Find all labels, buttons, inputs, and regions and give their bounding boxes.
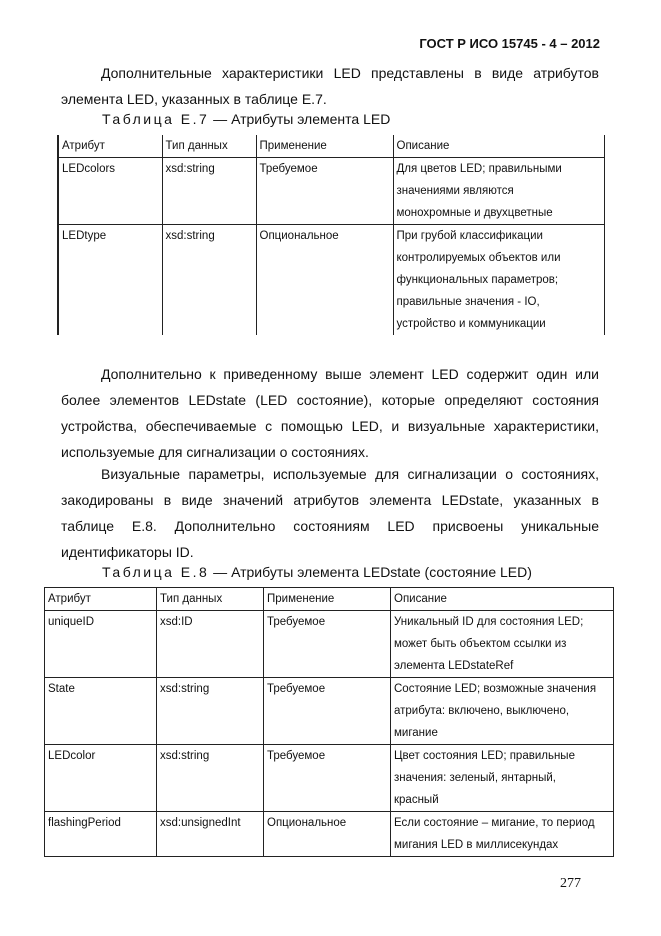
col-header-usage: Применение xyxy=(256,135,393,158)
col-header-type: Тип данных xyxy=(162,135,256,158)
desc-line: правильные значения - IO, xyxy=(396,296,540,308)
cell-usage: Требуемое xyxy=(264,678,391,745)
col-header-description: Описание xyxy=(391,588,614,611)
desc-line: устройство и коммуникации xyxy=(396,318,546,330)
cell-type: xsd:string xyxy=(157,745,264,812)
table2-caption xyxy=(102,564,532,580)
col-header-description: Описание xyxy=(393,135,605,158)
paragraph-visual-params: Визуальные параметры, используемые для сигнализации о состояниях, закодированы в виде значений атрибутов элемента LEDstate, указанных в таблице Е.8. Дополнительно состояниям LED присвоены уникальные идентификаторы ID. xyxy=(61,466,599,560)
cell-description xyxy=(393,225,605,336)
desc-line: Уникальный ID для состояния LED; xyxy=(394,616,584,628)
document-header: ГОСТ Р ИСО 15745 - 4 – 2012 xyxy=(419,36,600,51)
desc-line: мигание xyxy=(394,727,438,739)
cell-attribute: uniqueID xyxy=(45,611,157,678)
paragraph-ledstate: Дополнительно к приведенному выше элемент LED содержит один или более элементов LEDstate (LED состояние), которые определяют состояния устройства, обеспечиваемые с помощью LED, и визуальные характеристики, используемые для сигнализации о состояниях. xyxy=(61,366,599,460)
col-header-attribute: Атрибут xyxy=(58,135,162,158)
desc-line: При грубой классификации xyxy=(396,230,543,242)
desc-line: Для цветов LED; правильными xyxy=(396,163,562,175)
table-header-row xyxy=(45,588,614,611)
cell-type: xsd:string xyxy=(157,678,264,745)
table-led-attributes xyxy=(57,135,605,335)
col-header-usage: Применение xyxy=(264,588,391,611)
table-ledstate-attributes xyxy=(44,587,614,857)
cell-attribute: flashingPeriod xyxy=(45,812,157,857)
desc-line: элемента LEDstateRef xyxy=(394,660,514,672)
cell-type: xsd:ID xyxy=(157,611,264,678)
desc-line: мигания LED в миллисекундах xyxy=(394,839,559,851)
desc-line: значения: зеленый, янтарный, xyxy=(394,772,556,784)
cell-type: xsd:string xyxy=(162,225,256,336)
desc-line: красный xyxy=(394,794,439,806)
table1-caption-number: Таблица Е.7 xyxy=(102,111,210,127)
table2-caption-text: — Атрибуты элемента LEDstate (состояние LED) xyxy=(209,564,532,580)
desc-line: атрибута: включено, выключено, xyxy=(394,705,570,717)
cell-usage: Опциональное xyxy=(256,225,393,336)
desc-line: Цвет состояния LED; правильные xyxy=(394,750,575,762)
cell-attribute: State xyxy=(45,678,157,745)
desc-line: монохромные и двухцветные xyxy=(396,207,553,219)
paragraph-intro: Дополнительные характеристики LED представлены в виде атрибутов элемента LED, указанных в таблице Е.7. xyxy=(61,65,599,107)
cell-attribute: LEDcolor xyxy=(45,745,157,812)
cell-description xyxy=(391,611,614,678)
cell-description xyxy=(391,812,614,857)
cell-description xyxy=(393,158,605,225)
desc-line: Если состояние – мигание, то период xyxy=(394,817,595,829)
cell-usage: Требуемое xyxy=(264,611,391,678)
desc-line: значениями являются xyxy=(396,185,514,197)
table-header-row xyxy=(58,135,605,158)
cell-type: xsd:unsignedInt xyxy=(157,812,264,857)
desc-line: функциональных параметров; xyxy=(396,274,559,286)
cell-usage: Требуемое xyxy=(264,745,391,812)
table-row xyxy=(58,225,605,336)
cell-usage: Опциональное xyxy=(264,812,391,857)
table1-caption-text: — Атрибуты элемента LED xyxy=(209,111,391,127)
table-row xyxy=(45,745,614,812)
cell-type: xsd:string xyxy=(162,158,256,225)
desc-line: Состояние LED; возможные значения xyxy=(394,683,597,695)
cell-description xyxy=(391,678,614,745)
desc-line: может быть объектом ссылки из xyxy=(394,638,567,650)
desc-line: контролируемых объектов или xyxy=(396,252,561,264)
cell-attribute: LEDtype xyxy=(58,225,162,336)
table-row xyxy=(45,611,614,678)
col-header-attribute: Атрибут xyxy=(45,588,157,611)
cell-usage: Требуемое xyxy=(256,158,393,225)
page-number: 277 xyxy=(560,876,581,891)
table2-caption-number: Таблица Е.8 xyxy=(102,564,210,580)
cell-attribute: LEDcolors xyxy=(58,158,162,225)
table-row xyxy=(58,158,605,225)
table-row xyxy=(45,678,614,745)
table1-caption xyxy=(102,111,390,127)
cell-description xyxy=(391,745,614,812)
table-row xyxy=(45,812,614,857)
col-header-type: Тип данных xyxy=(157,588,264,611)
